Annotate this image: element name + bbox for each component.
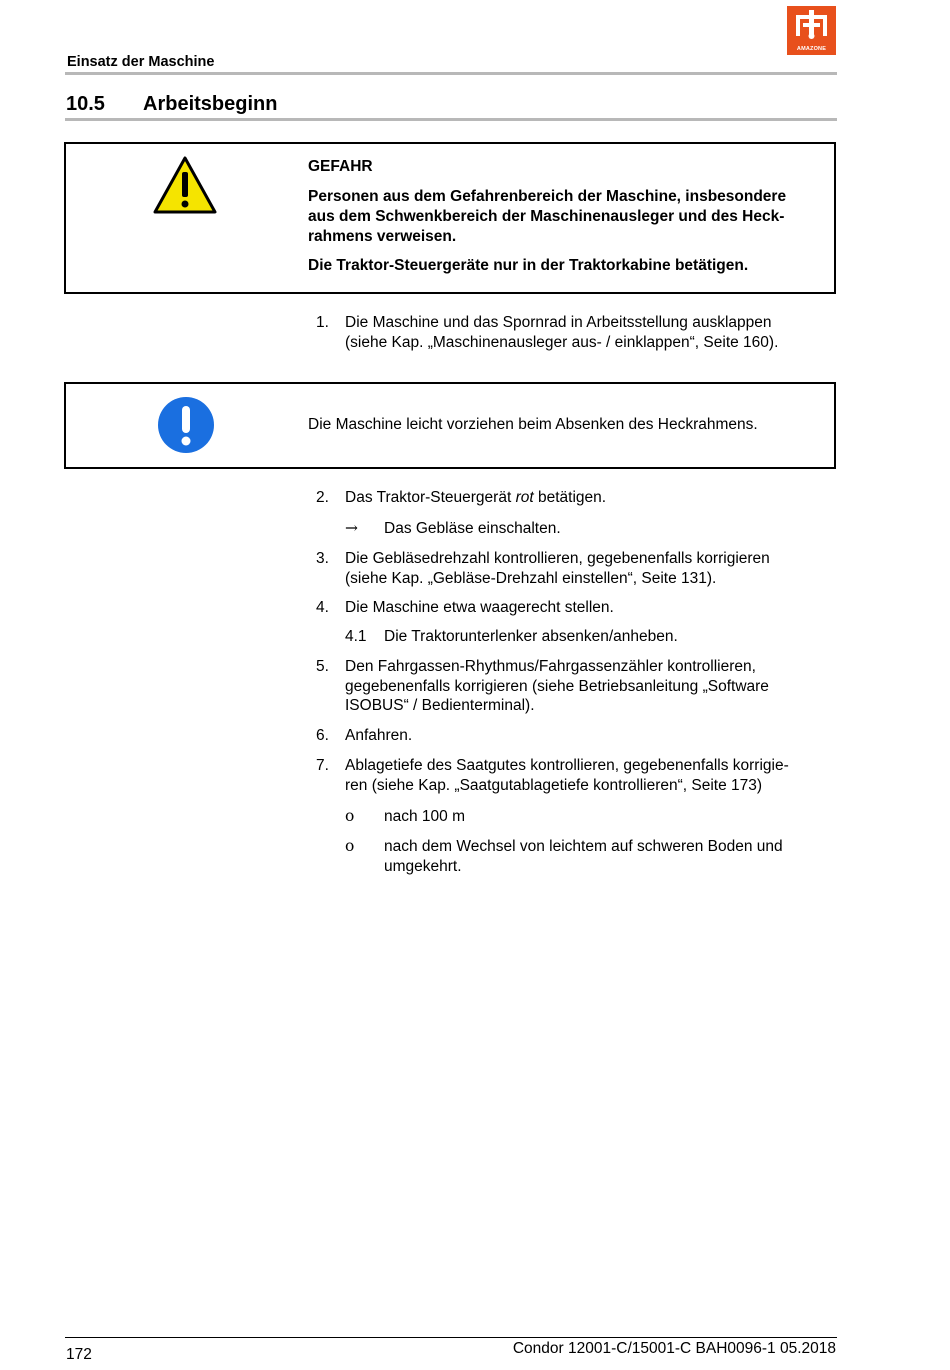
step-number: 5.: [316, 658, 329, 675]
danger-text-line: rahmens verweisen.: [308, 228, 457, 245]
logo-figure-icon: [787, 6, 836, 46]
logo-text: AMAZONE: [796, 46, 827, 52]
danger-text: [308, 187, 834, 247]
info-text: Die Maschine leicht vorziehen beim Absenken des Heckrahmens.: [308, 416, 758, 433]
step-text: Die Maschine etwa waagerecht stellen.: [345, 599, 614, 616]
step-text: [345, 756, 837, 795]
step-number: 3.: [316, 550, 329, 567]
section-number: 10.5: [66, 93, 105, 115]
result-arrow-icon: →: [345, 519, 358, 537]
danger-heading: GEFAHR: [308, 158, 373, 175]
step-result: Das Gebläse einschalten.: [384, 520, 561, 537]
bullet-line: nach dem Wechsel von leichtem auf schweren Boden und: [384, 838, 783, 855]
danger-text-line: aus dem Schwenkbereich der Maschinenausleger und des Heck-: [308, 208, 785, 225]
header-chapter-title: Einsatz der Maschine: [67, 54, 215, 70]
step-text: [345, 549, 837, 588]
step-line: gegebenenfalls korrigieren (siehe Betriebsanleitung „Software: [345, 677, 769, 695]
step-number: 1.: [316, 314, 329, 331]
amazone-logo: [787, 6, 836, 55]
step-number: 7.: [316, 757, 329, 774]
danger-text-2: Die Traktor-Steuergeräte nur in der Traktorkabine betätigen.: [308, 257, 749, 274]
section-divider: [65, 118, 837, 121]
substep-text: Die Traktorunterlenker absenken/anheben.: [384, 628, 678, 645]
step-line: (siehe Kap. „Gebläse-Drehzahl einstellen“, Seite 131).: [345, 569, 717, 587]
step-number: 4.: [316, 599, 329, 616]
step-line: Den Fahrgassen-Rhythmus/Fahrgassenzähler kontrollieren,: [345, 658, 756, 675]
header-divider: [65, 72, 837, 75]
step-text: [345, 657, 837, 716]
step-text: [345, 488, 837, 508]
footer-document-id: Condor 12001-C/15001-C BAH0096-1 05.2018: [512, 1340, 836, 1357]
step-line: ISOBUS“ / Bedienterminal).: [345, 697, 535, 714]
step-line: Die Maschine und das Spornrad in Arbeitsstellung ausklappen: [345, 314, 772, 331]
step-number: 2.: [316, 489, 329, 506]
bullet-text: [384, 837, 834, 876]
bullet-icon: ο: [345, 807, 355, 825]
danger-box: [64, 142, 836, 294]
bullet-line: umgekehrt.: [384, 857, 462, 875]
step-line: Die Gebläsedrehzahl kontrollieren, gegebenenfalls korrigieren: [345, 550, 770, 567]
footer-divider: [65, 1337, 837, 1338]
step-text: Anfahren.: [345, 727, 413, 744]
warning-triangle-icon: [152, 155, 218, 215]
step-text-italic: rot: [515, 489, 534, 506]
step-line: Ablagetiefe des Saatgutes kontrollieren, gegebenenfalls korrigie-: [345, 757, 789, 774]
step-text: [345, 313, 837, 352]
bullet-icon: ο: [345, 837, 355, 855]
step-number: 6.: [316, 727, 329, 744]
step-line: (siehe Kap. „Maschinenausleger aus- / einklappen“, Seite 160).: [345, 333, 779, 351]
bullet-text: nach 100 m: [384, 808, 465, 825]
exclamation-circle-icon: [158, 397, 214, 453]
info-box: [64, 382, 836, 469]
danger-text-line: Personen aus dem Gefahrenbereich der Maschine, insbesondere: [308, 188, 787, 205]
step-text-part: Das Traktor-Steuergerät: [345, 489, 516, 506]
page-number: 172: [66, 1346, 92, 1363]
step-text-part: betätigen.: [533, 489, 607, 506]
step-line: ren (siehe Kap. „Saatgutablagetiefe kontrollieren“, Seite 173): [345, 776, 763, 794]
section-title: Arbeitsbeginn: [143, 93, 278, 115]
substep-number: 4.1: [345, 628, 367, 645]
